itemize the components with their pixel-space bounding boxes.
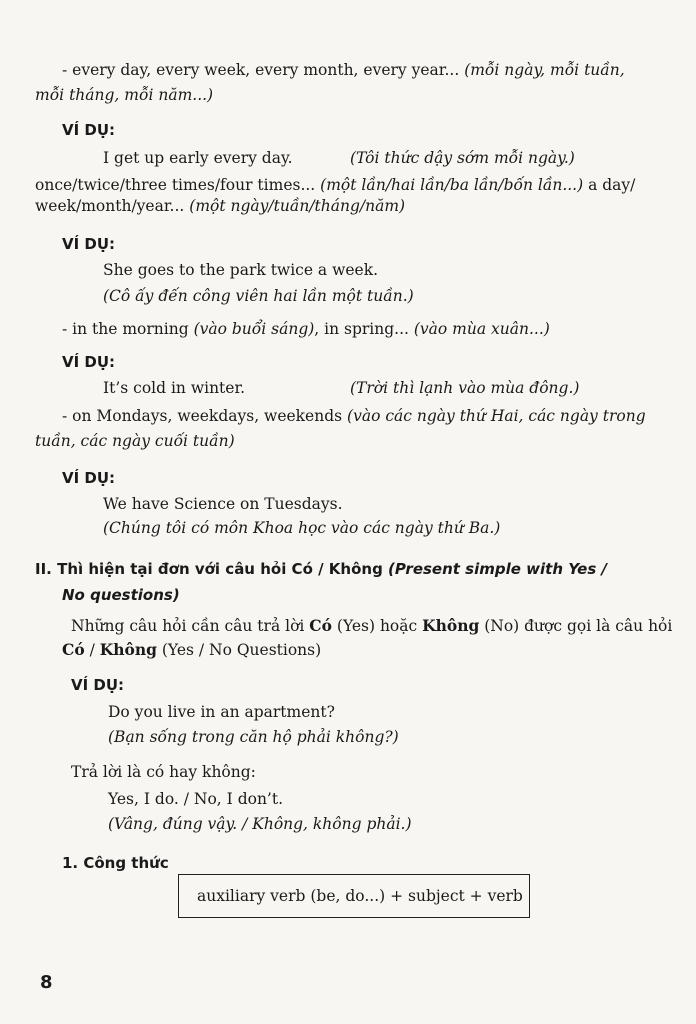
in-line: - in the morning (vào buổi sáng), in spring... (vào mùa xuân...): [62, 320, 550, 338]
times-line-2: week/month/year... (một ngày/tuần/tháng/năm): [35, 197, 406, 215]
example-vietnamese: (Chúng tôi có môn Khoa học vào các ngày thứ Ba.): [103, 519, 501, 537]
example-english: It’s cold in winter.: [103, 379, 246, 397]
example-label: VÍ DỤ:: [71, 676, 125, 694]
on-line-1: - on Mondays, weekdays, weekends (vào các ngày thứ Hai, các ngày trong: [62, 407, 646, 425]
intro-line-2: Có / Không (Yes / No Questions): [62, 640, 322, 659]
example-english: Do you live in an apartment?: [108, 703, 335, 721]
on-line-2: tuần, các ngày cuối tuần): [35, 432, 235, 450]
every-line-2: mỗi tháng, mỗi năm...): [35, 86, 214, 104]
example-english: Yes, I do. / No, I don’t.: [108, 790, 284, 808]
example-english: We have Science on Tuesdays.: [103, 495, 343, 513]
times-line-1: once/twice/three times/four times... (một lần/hai lần/ba lần/bốn lần...) a day/: [35, 176, 636, 194]
sub-heading: 1. Công thức: [62, 854, 169, 872]
example-english: She goes to the park twice a week.: [103, 261, 379, 279]
answer-intro: Trả lời là có hay không:: [71, 763, 256, 781]
section-heading-cont: No questions): [62, 586, 180, 604]
formula-text: auxiliary verb (be, do...) + subject + verb: [197, 887, 523, 905]
example-vietnamese: (Trời thì lạnh vào mùa đông.): [350, 379, 580, 397]
example-vietnamese: (Tôi thức dậy sớm mỗi ngày.): [350, 149, 575, 167]
intro-line-1: Những câu hỏi cần câu trả lời Có (Yes) hoặc Không (No) được gọi là câu hỏi: [71, 616, 673, 635]
example-label: VÍ DỤ:: [62, 469, 116, 487]
formula-box: [178, 874, 530, 918]
example-vietnamese: (Vâng, đúng vậy. / Không, không phải.): [108, 815, 412, 833]
example-vietnamese: (Bạn sống trong căn hộ phải không?): [108, 728, 399, 746]
example-label: VÍ DỤ:: [62, 235, 116, 253]
example-label: VÍ DỤ:: [62, 121, 116, 139]
section-heading: II. Thì hiện tại đơn với câu hỏi Có / Không (Present simple with Yes /: [35, 560, 607, 578]
example-vietnamese: (Cô ấy đến công viên hai lần một tuần.): [103, 287, 414, 305]
example-english: I get up early every day.: [103, 149, 293, 167]
every-line-1: - every day, every week, every month, every year... (mỗi ngày, mỗi tuần,: [62, 61, 625, 79]
example-label: VÍ DỤ:: [62, 353, 116, 371]
page-number: 8: [40, 972, 53, 993]
